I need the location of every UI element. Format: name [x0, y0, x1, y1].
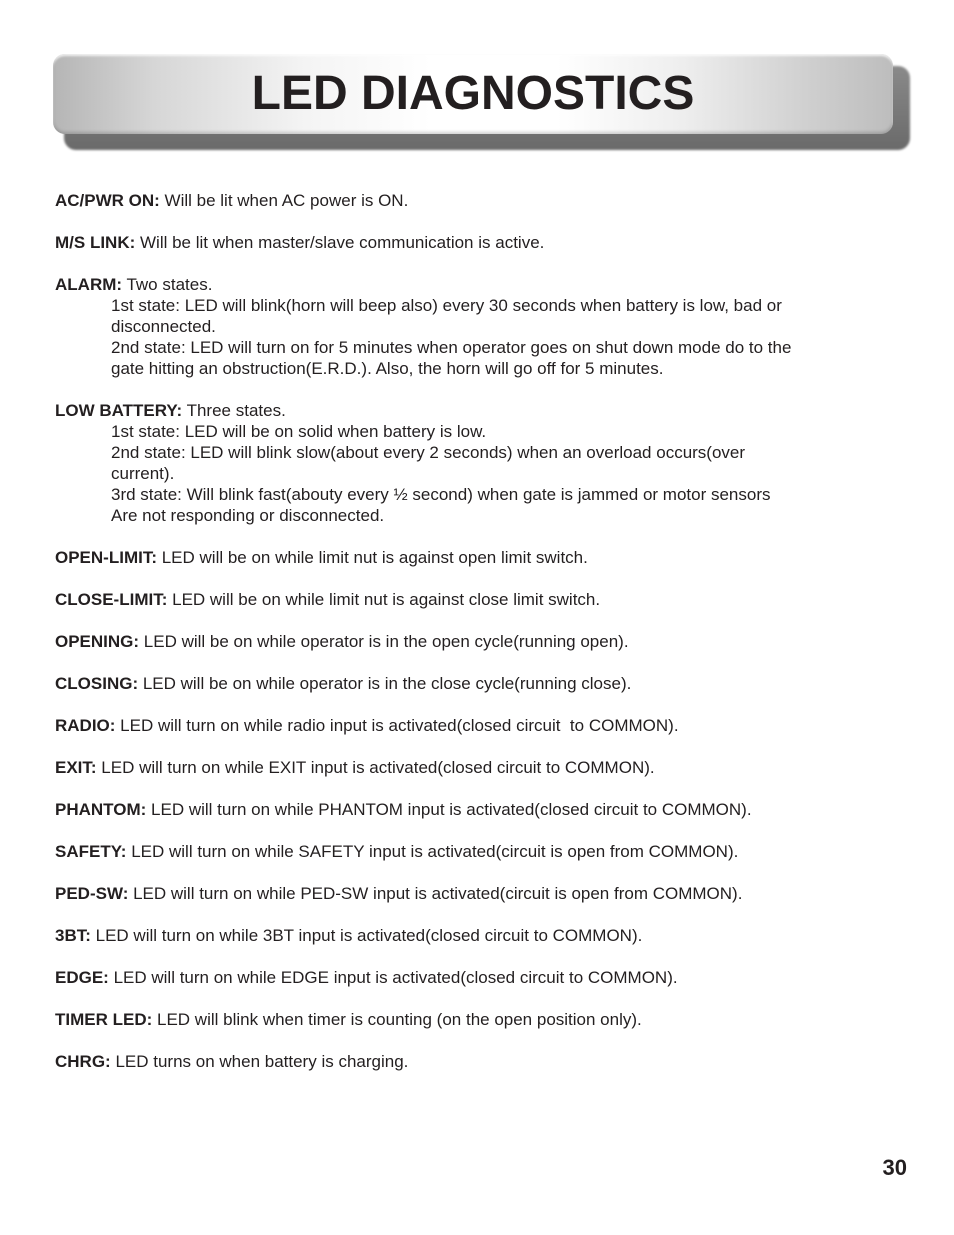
led-entry-line — [55, 547, 875, 568]
title-banner — [53, 54, 893, 134]
led-entry — [55, 631, 875, 652]
led-entry — [55, 274, 875, 379]
led-state-line: 2nd state: LED will turn on for 5 minutes when operator goes on shut down mode do to the — [111, 338, 792, 357]
led-entry-line — [55, 757, 875, 778]
led-entry — [55, 715, 875, 736]
led-label: ALARM: — [55, 275, 123, 294]
led-label: CHRG: — [55, 1052, 111, 1071]
led-entry-line — [55, 841, 875, 862]
led-label: OPEN-LIMIT: — [55, 548, 157, 567]
led-label: CLOSING: — [55, 674, 139, 693]
led-label: RADIO: — [55, 716, 116, 735]
led-state-line: 3rd state: Will blink fast(abouty every ½ second) when gate is jammed or motor sensors — [111, 485, 771, 504]
led-entry — [55, 589, 875, 610]
led-entry-line — [55, 715, 875, 736]
led-entry — [55, 1051, 875, 1072]
led-label: OPENING: — [55, 632, 140, 651]
led-entry-line — [55, 883, 875, 904]
led-entry — [55, 925, 875, 946]
led-description: LED will be on while limit nut is against close limit switch. — [167, 590, 601, 609]
led-entry — [55, 400, 875, 526]
led-entry — [55, 547, 875, 568]
led-entry-line — [55, 232, 875, 253]
led-state-line: gate hitting an obstruction(E.R.D.). Also, the horn will go off for 5 minutes. — [111, 359, 664, 378]
led-label: TIMER LED: — [55, 1010, 153, 1029]
led-entry — [55, 799, 875, 820]
led-description: LED will be on while operator is in the close cycle(running close). — [138, 674, 632, 693]
led-description: LED will turn on while PED-SW input is activated(circuit is open from COMMON). — [128, 884, 743, 903]
led-state-line: 2nd state: LED will blink slow(about every 2 seconds) when an overload occurs(over — [111, 443, 746, 462]
led-description: LED will turn on while PHANTOM input is activated(closed circuit to COMMON). — [146, 800, 752, 819]
led-entry-line — [55, 274, 875, 295]
led-description-list — [55, 190, 875, 1093]
led-label: 3BT: — [55, 926, 91, 945]
led-description: Two states. — [122, 275, 213, 294]
led-label: M/S LINK: — [55, 233, 136, 252]
led-entry-line — [55, 1051, 875, 1072]
led-label: LOW BATTERY: — [55, 401, 183, 420]
led-label: EXIT: — [55, 758, 97, 777]
led-label: PHANTOM: — [55, 800, 147, 819]
led-entry — [55, 1009, 875, 1030]
led-entry-line — [55, 673, 875, 694]
led-description: Will be lit when master/slave communication is active. — [135, 233, 545, 252]
led-description: LED will turn on while SAFETY input is activated(circuit is open from COMMON). — [126, 842, 739, 861]
led-state-line: 1st state: LED will blink(horn will beep also) every 30 seconds when battery is low, bad or — [111, 296, 782, 315]
led-state-line: disconnected. — [111, 317, 216, 336]
led-label: CLOSE-LIMIT: — [55, 590, 168, 609]
led-description: LED will turn on while radio input is activated(closed circuit to COMMON). — [115, 716, 679, 735]
page-title: LED DIAGNOSTICS — [251, 66, 695, 120]
led-entry-line — [55, 1009, 875, 1030]
led-entry — [55, 757, 875, 778]
page-number: 30 — [882, 1155, 907, 1180]
led-description: LED turns on when battery is charging. — [110, 1052, 409, 1071]
led-entry-line — [55, 925, 875, 946]
led-description: Will be lit when AC power is ON. — [159, 191, 409, 210]
led-state-line: 1st state: LED will be on solid when battery is low. — [111, 422, 487, 441]
led-description: LED will turn on while 3BT input is activated(closed circuit to COMMON). — [90, 926, 643, 945]
led-entry-line — [55, 400, 875, 421]
led-entry — [55, 190, 875, 211]
led-entry-line — [55, 799, 875, 820]
led-state-line: current). — [111, 464, 175, 483]
led-description: LED will blink when timer is counting (on the open position only). — [152, 1010, 642, 1029]
led-entry — [55, 967, 875, 988]
led-entry-line — [55, 190, 875, 211]
led-description: Three states. — [182, 401, 286, 420]
led-entry — [55, 673, 875, 694]
led-entry-line — [55, 967, 875, 988]
led-description: LED will turn on while EXIT input is activated(closed circuit to COMMON). — [96, 758, 655, 777]
led-description: LED will be on while operator is in the open cycle(running open). — [139, 632, 629, 651]
led-label: EDGE: — [55, 968, 109, 987]
led-entry-line — [55, 589, 875, 610]
led-entry — [55, 841, 875, 862]
led-label: SAFETY: — [55, 842, 127, 861]
led-entry-line — [55, 631, 875, 652]
led-state-line: Are not responding or disconnected. — [111, 506, 385, 525]
led-label: PED-SW: — [55, 884, 129, 903]
led-entry — [55, 883, 875, 904]
led-description: LED will turn on while EDGE input is activated(closed circuit to COMMON). — [108, 968, 678, 987]
led-entry — [55, 232, 875, 253]
led-label: AC/PWR ON: — [55, 191, 160, 210]
led-description: LED will be on while limit nut is against open limit switch. — [157, 548, 588, 567]
